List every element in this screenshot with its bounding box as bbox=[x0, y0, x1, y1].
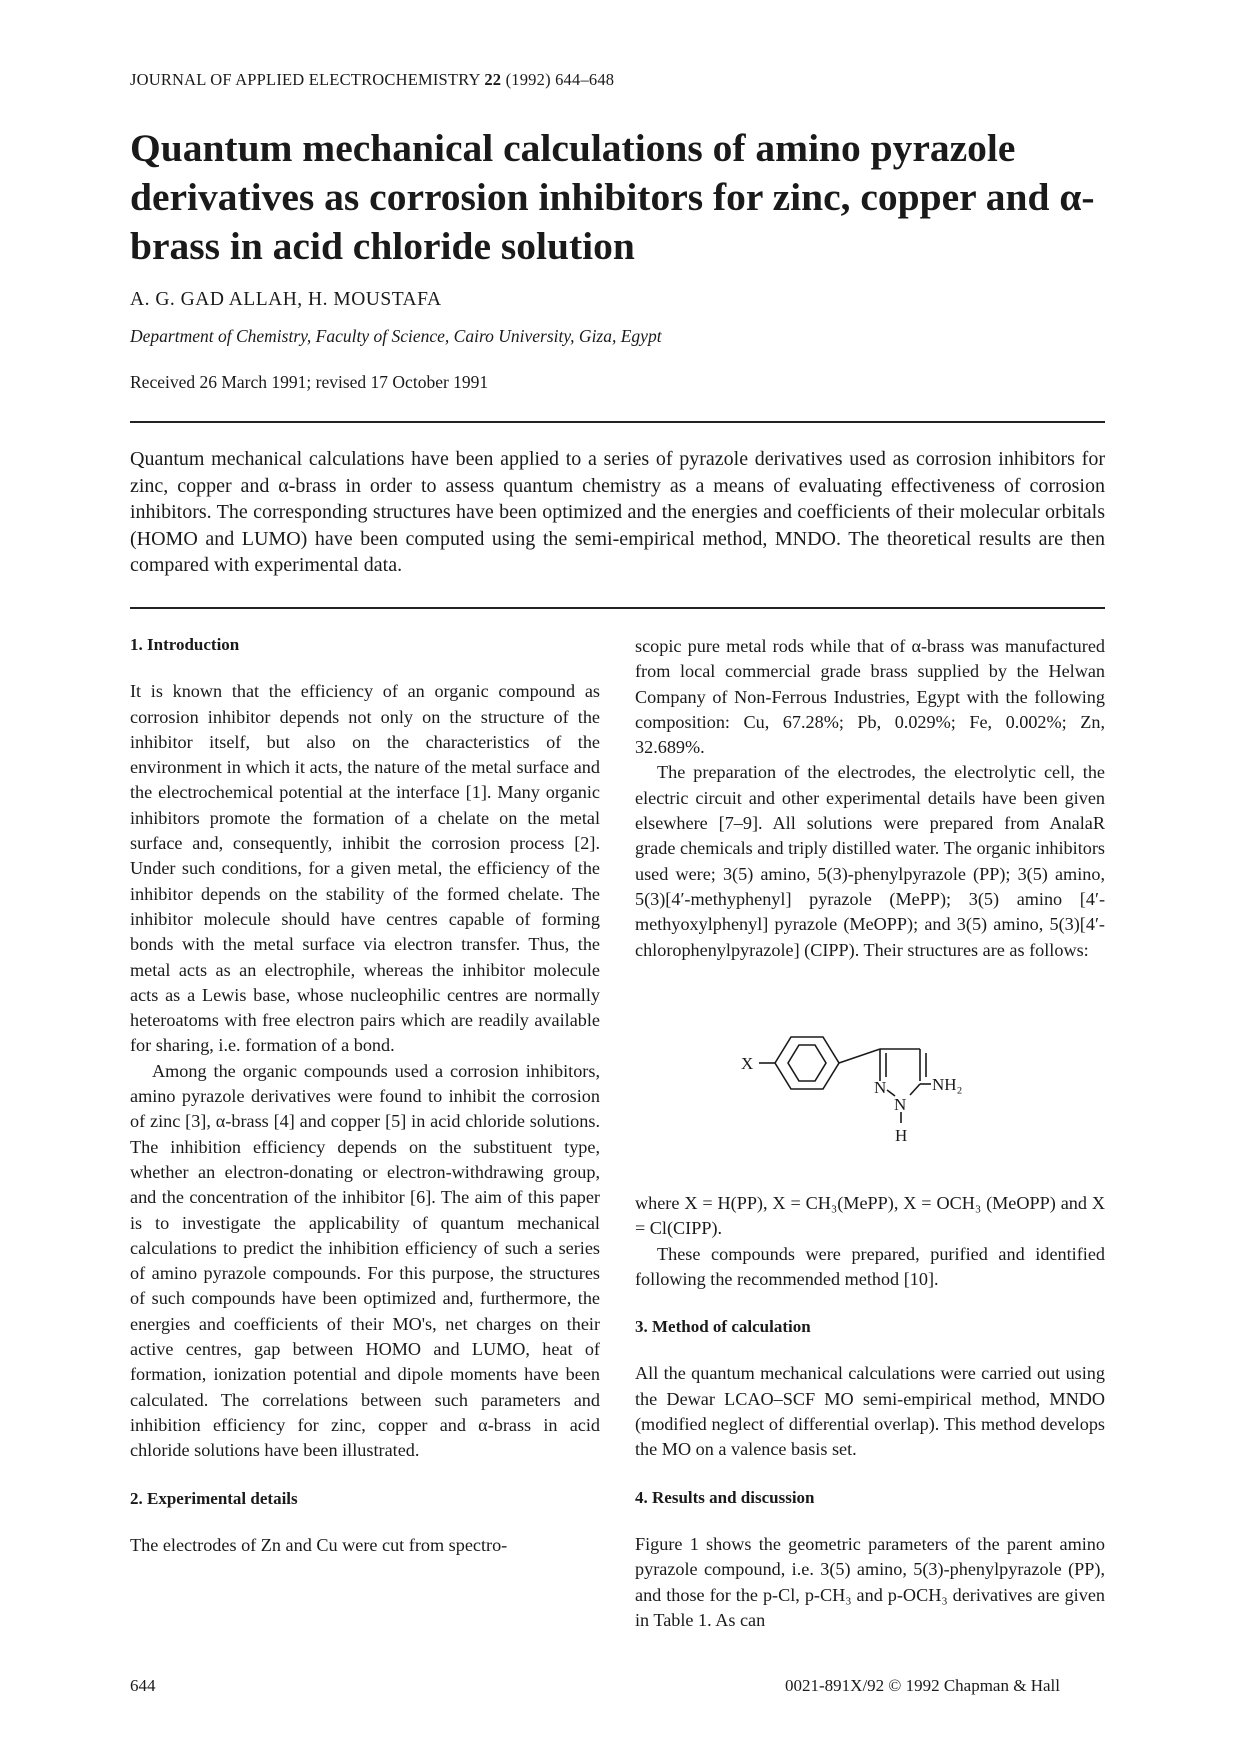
received-dates: Received 26 March 1991; revised 17 October 1991 bbox=[130, 372, 489, 392]
article-title: Quantum mechanical calculations of amino pyrazole derivatives as corrosion inhibitors for zinc, copper and α-brass in acid chloride solution bbox=[130, 126, 1095, 268]
preparation-paragraph: These compounds were prepared, purified and identified following the recommended method [10]. bbox=[635, 1243, 1105, 1289]
where-paragraph: where X = H(PP), X = CH₃(MePP), X = OCH₃ (MeOPP) and X = Cl(CIPP). bbox=[635, 1193, 1105, 1239]
nh2-label: NH₂ bbox=[932, 1075, 963, 1094]
ring-link-bond bbox=[839, 1049, 880, 1063]
n-c-bond bbox=[910, 1084, 920, 1095]
n2-label: N bbox=[894, 1095, 907, 1114]
x-substituent-label: X bbox=[741, 1054, 754, 1073]
right-column-lower bbox=[635, 1191, 1105, 1633]
method-paragraph: All the quantum mechanical calculations were carried out using the Dewar LCAO–SCF MO semi-empirical method, MNDO (modified neglect of differential overlap). This method develops the MO on a valence basis set. bbox=[635, 1363, 1105, 1460]
h-label: H bbox=[895, 1126, 908, 1145]
right-column bbox=[635, 634, 1105, 963]
top-divider bbox=[130, 421, 1105, 423]
pyrazole-structure-diagram bbox=[735, 1032, 1015, 1177]
affiliation: Department of Chemistry, Faculty of Science, Cairo University, Giza, Egypt bbox=[130, 326, 662, 346]
intro-heading: 1. Introduction bbox=[130, 635, 240, 654]
results-paragraph: Figure 1 shows the geometric parameters of the parent amino pyrazole compound, i.e. 3(5) amino, 5(3)-phenylpyrazole (PP), and those for the p-Cl, p-CH₃ and p-OCH₃ derivatives are given in Table 1. As can bbox=[635, 1533, 1105, 1630]
experimental-paragraph-1-cont: scopic pure metal rods while that of α-brass was manufactured from local commercial grade brass supplied by the Helwan Company of Non-Ferrous Industries, Egypt with the following composition: Cu, 67.28%; Pb, 0.029%; Fe, 0.002%; Zn, 32.689%. bbox=[635, 636, 1105, 758]
journal-header bbox=[130, 70, 614, 90]
page-number: 644 bbox=[130, 1676, 156, 1695]
intro-paragraph-1: It is known that the efficiency of an organic compound as corrosion inhibitor depends not only on the structure of the inhibitor itself, but also on the characteristics of the environment in which it acts, the nature of the metal surface and the electrochemical potential at the interface [1]. Many organic inhibitors promote the formation of a chelate on the metal surface and, consequently, inhibit the corrosion process [2]. Under such conditions, for a given metal, the efficiency of the inhibitor depends on the stability of the formed chelate. The inhibitor molecule should have centres capable of forming bonds with the metal surface via electron transfer. Thus, the metal acts as an electrophile, whereas the inhibitor molecule acts as a Lewis base, whose nucleophilic centres are normally heteroatoms with free electron pairs which are readily available for sharing, i.e. formation of a bond. bbox=[130, 681, 600, 1056]
journal-year-pages: (1992) 644–648 bbox=[505, 70, 615, 89]
abstract-divider bbox=[130, 607, 1105, 609]
left-column bbox=[130, 632, 600, 1558]
method-heading: 3. Method of calculation bbox=[635, 1317, 811, 1337]
abstract: Quantum mechanical calculations have been applied to a series of pyrazole derivatives used as corrosion inhibitors for zinc, copper and α-brass in order to assess quantum chemistry as a means of evaluating effectiveness of corrosion inhibitors. The corresponding structures have been optimized and the energies and coefficients of their molecular orbitals (HOMO and LUMO) have been computed using the semi-empirical method, MNDO. The theoretical results are then compared with experimental data. bbox=[130, 448, 1105, 577]
experimental-paragraph-1: The electrodes of Zn and Cu were cut from spectro- bbox=[130, 1534, 508, 1555]
results-heading: 4. Results and discussion bbox=[635, 1487, 815, 1507]
journal-volume: 22 bbox=[484, 70, 502, 89]
authors: A. G. GAD ALLAH, H. MOUSTAFA bbox=[130, 289, 442, 310]
experimental-heading: 2. Experimental details bbox=[130, 1488, 298, 1508]
benzene-inner-ring bbox=[788, 1045, 826, 1081]
experimental-paragraph-2: The preparation of the electrodes, the electrolytic cell, the electric circuit and other experimental details have been given elsewhere [7–9]. All solutions were prepared from AnalaR grade chemicals and triply distilled water. The organic inhibitors used were; 3(5) amino, 5(3)-phenylpyrazole (PP); 3(5) amino, 5(3)[4′-methyphenyl] pyrazole (MePP); 3(5) amino [4′-methyoxylphenyl] pyrazole (MeOPP); and 3(5) amino, 5(3)[4′-chlorophenylpyrazole] (CIPP). Their structures are as follows: bbox=[635, 762, 1105, 960]
n1-label: N bbox=[874, 1078, 887, 1097]
copyright-line: 0021-891X/92 © 1992 Chapman & Hall bbox=[785, 1676, 1060, 1695]
journal-name: JOURNAL OF APPLIED ELECTROCHEMISTRY bbox=[130, 70, 481, 89]
intro-paragraph-2: Among the organic compounds used a corrosion inhibitors, amino pyrazole derivatives were found to inhibit the corrosion of zinc [3], α-brass [4] and copper [5] in acid chloride solutions. The inhibition efficiency depends on the substituent type, whether an electron-donating or electron-withdrawing group, and the concentration of the inhibitor [6]. The aim of this paper is to investigate the applicability of quantum mechanical calculations to predict the inhibition efficiency of such a series of amino pyrazole compounds. For this purpose, the structures of such compounds have been optimized and, furthermore, the energies and coefficients of their MO's, net charges on their active centres, gap between HOMO and LUMO, heat of formation, ionization potential and dipole moments have been calculated. The correlations between such parameters and inhibition efficiency for zinc, copper and α-brass in acid chloride solutions have been illustrated. bbox=[130, 1060, 600, 1461]
